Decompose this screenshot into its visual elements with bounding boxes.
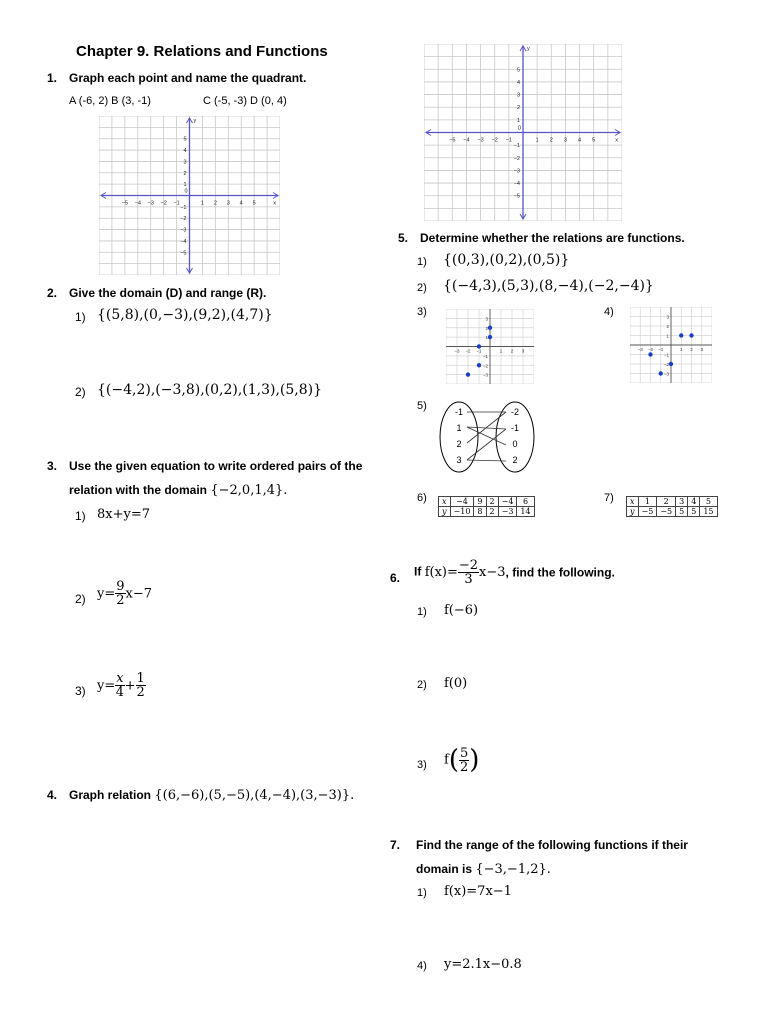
y-tick-label: 3: [666, 314, 669, 320]
data-point: [659, 371, 663, 375]
mapping-range-value: -2: [510, 407, 520, 417]
table-cell: −4: [498, 497, 517, 507]
data-point: [477, 363, 481, 367]
q2-number: 2.: [47, 286, 58, 300]
q6-item1-expression: f(−6): [444, 603, 479, 618]
x-tick-label: −5: [121, 200, 128, 207]
q5-item1-label: 1): [417, 256, 427, 268]
fraction-denominator: 2: [459, 759, 469, 775]
table-cell: −4: [450, 497, 474, 507]
q6-prompt: [414, 559, 615, 586]
x-tick-label: 1: [499, 348, 503, 354]
data-point: [488, 335, 492, 339]
coordinate-grid-q4[interactable]: [424, 44, 622, 221]
table-cell: 4: [688, 497, 700, 507]
x-tick-label: −2: [491, 137, 498, 144]
q2-item1-set: {(5,8),(0,−3),(9,2),(4,7)}: [97, 307, 273, 323]
table-row: [439, 507, 535, 517]
y-tick-label: 2: [516, 105, 520, 112]
mapping-arrows: [467, 412, 506, 461]
y-tick-label: 1: [666, 333, 669, 339]
x-tick-label: −2: [160, 200, 167, 207]
mapping-range-value: 0: [512, 439, 518, 449]
fraction-numerator: x: [116, 671, 124, 686]
q3-item2-lhs: y=: [97, 586, 116, 602]
table-cell: −5: [638, 507, 657, 517]
q3-item3-lhs: y=: [97, 678, 116, 694]
q5-item2-set: {(−4,3),(5,3),(8,−4),(−2,−4)}: [443, 278, 654, 294]
x-tick-label: −3: [637, 347, 643, 352]
page-title: Chapter 9. Relations and Functions: [76, 43, 328, 60]
q3-item2-fraction: [115, 580, 125, 607]
q6-function-rhs: x−3: [479, 565, 506, 580]
y-tick-label: 3: [183, 159, 187, 166]
q2-item2-label: 2): [75, 385, 86, 399]
x-tick-label: 2: [549, 137, 553, 144]
q3-item1-label: 1): [75, 509, 86, 523]
q3-item2-label: 2): [75, 592, 86, 606]
fraction-numerator: 1: [136, 671, 145, 686]
table-cell: −10: [450, 507, 474, 517]
mapping-diagram-q5-5: [438, 400, 538, 474]
q4-number: 4.: [47, 788, 58, 802]
table-row: [439, 497, 535, 507]
y-tick-label: −2: [513, 155, 520, 162]
q2-item1-label: 1): [75, 310, 86, 324]
y-tick-label: 1: [485, 335, 488, 341]
q5-item7-label: 7): [604, 492, 614, 504]
x-tick-label: −4: [134, 200, 141, 207]
table-header-x: x: [439, 497, 451, 507]
mapping-range-value: 2: [512, 455, 518, 465]
x-tick-label: −4: [463, 137, 470, 144]
y-tick-label: −3: [482, 372, 488, 378]
y-tick-label: 5: [516, 67, 520, 74]
y-axis-label: y: [527, 46, 530, 52]
x-axis-label: x: [273, 200, 276, 207]
q7-prompt-line2: [416, 862, 551, 877]
x-tick-label: 3: [700, 347, 704, 352]
q7-prompt-line1: Find the range of the following functions if their: [416, 838, 688, 852]
y-tick-label: −3: [513, 168, 520, 175]
data-point: [679, 333, 683, 337]
table-cell: 14: [517, 507, 534, 517]
table-cell: −3: [498, 507, 517, 517]
y-tick-label: −1: [513, 143, 520, 150]
y-tick-label: 2: [183, 170, 187, 177]
q6-number: 6.: [390, 571, 401, 585]
table-cell: 3: [676, 497, 688, 507]
mapping-arrow: [467, 429, 506, 460]
x-tick-label: 3: [226, 200, 230, 207]
table-cell: 15: [700, 507, 717, 517]
table-cell: 2: [486, 507, 498, 517]
q5-item4-label: 4): [604, 306, 614, 318]
right-paren: ): [469, 745, 480, 775]
q3-prompt-line1: Use the given equation to write ordered pairs of the: [69, 459, 363, 473]
x-tick-label: 2: [510, 348, 514, 354]
y-tick-label: −2: [482, 363, 488, 369]
q3-prompt-text: relation with the domain: [69, 483, 208, 497]
q7-prompt-text: domain is: [416, 862, 473, 876]
q6-function-lhs: f(x)=: [424, 565, 458, 580]
q1-prompt: Graph each point and name the quadrant.: [69, 71, 307, 85]
q3-item3-plus: +: [124, 678, 136, 694]
x-tick-label: 1: [679, 347, 683, 352]
q6-item2-expression: f(0): [444, 676, 468, 691]
q5-number: 5.: [398, 231, 409, 245]
q6-prompt-tail: , find the following.: [505, 565, 615, 580]
q3-number: 3.: [47, 459, 58, 473]
data-point: [488, 326, 492, 330]
y-tick-label: −4: [180, 238, 187, 245]
fraction-numerator: 5: [459, 745, 469, 761]
table-row: [627, 507, 718, 517]
left-paren: (: [448, 745, 459, 775]
data-point: [648, 352, 652, 356]
q2-item2-set: {(−4,2),(−3,8),(0,2),(1,3),(5,8)}: [97, 382, 323, 398]
fraction-denominator: 2: [136, 685, 145, 700]
q6-item3-expression: [444, 745, 479, 775]
fraction-denominator: 3: [464, 572, 473, 587]
q4-prompt-text: Graph relation: [69, 788, 152, 802]
mapping-range-value: -1: [510, 423, 520, 433]
q5-prompt: Determine whether the relations are functions.: [420, 231, 685, 245]
fraction-numerator: −2: [458, 558, 479, 573]
table-cell: 5: [676, 507, 688, 517]
fraction-numerator: 9: [116, 579, 125, 594]
relation-table-q5-6: [438, 496, 535, 517]
y-tick-label: −1: [482, 353, 488, 359]
q3-item1-equation: 8x+y=7: [97, 507, 151, 522]
q7-domain-set: {−3,−1,2}.: [475, 862, 551, 877]
y-tick-label: 2: [666, 324, 669, 329]
table-cell: 5: [700, 497, 717, 507]
x-tick-label: 5: [592, 137, 596, 144]
x-tick-label: 3: [521, 348, 525, 354]
scatter-graph-q5-4: [630, 307, 712, 383]
q1-points-cd: C (-5, -3) D (0, 4): [203, 95, 287, 107]
q7-item4-label: 4): [417, 960, 427, 972]
fraction-denominator: 2: [116, 593, 125, 608]
table-cell: 6: [517, 497, 534, 507]
table-header-y: y: [627, 507, 639, 517]
coordinate-grid-q1[interactable]: [99, 116, 280, 275]
q6-prompt-if: If: [414, 564, 422, 579]
y-tick-label: 4: [516, 79, 520, 86]
table-cell: 9: [474, 497, 486, 507]
x-tick-label: −1: [505, 137, 512, 144]
q3-item3-equation: [97, 672, 146, 699]
y-tick-label: 3: [516, 92, 520, 99]
table-header-y: y: [439, 507, 451, 517]
y-tick-label: −4: [513, 181, 520, 188]
y-tick-label: 1: [516, 117, 520, 124]
y-tick-label: −3: [180, 227, 187, 234]
q3-item3-fraction1: [115, 672, 124, 699]
y-tick-label: 3: [485, 316, 488, 322]
x-tick-label: −2: [465, 348, 471, 354]
table-cell: 1: [638, 497, 657, 507]
y-tick-label: −1: [180, 204, 187, 211]
y-tick-label: −1: [663, 352, 669, 358]
q6-item3-fraction: [459, 747, 469, 774]
fraction-denominator: 4: [115, 685, 125, 700]
q5-item1-set: {(0,3),(0,2),(0,5)}: [443, 252, 570, 268]
q5-item3-label: 3): [417, 306, 427, 318]
x-axis-label: x: [615, 137, 618, 144]
q6-item3-function: f: [444, 752, 449, 768]
table-row: [627, 497, 718, 507]
y-tick-label: 4: [183, 148, 187, 155]
mapping-arrow: [467, 427, 506, 445]
x-tick-label: −5: [449, 137, 456, 144]
x-tick-label: −3: [147, 200, 154, 207]
q2-prompt: Give the domain (D) and range (R).: [69, 286, 267, 300]
y-tick-label: 2: [485, 325, 488, 331]
y-tick-label: −3: [663, 371, 669, 377]
table-cell: 2: [486, 497, 498, 507]
x-tick-label: 2: [690, 347, 693, 352]
y-tick-label: −2: [663, 362, 669, 367]
data-point: [477, 344, 481, 348]
q6-function-fraction: [458, 559, 479, 586]
y-tick-label: 1: [183, 182, 187, 189]
q3-prompt-line2: [69, 483, 287, 498]
x-tick-label: 3: [563, 137, 567, 144]
mapping-domain-value: 1: [456, 423, 462, 433]
relation-table-q5-7: [626, 496, 718, 517]
origin-label: 0: [184, 188, 188, 195]
table-cell: −5: [657, 507, 676, 517]
y-tick-label: −2: [180, 216, 187, 223]
data-point: [689, 333, 693, 337]
table-cell: 8: [474, 507, 486, 517]
data-point: [466, 372, 470, 376]
q7-number: 7.: [390, 838, 401, 852]
q3-item3-label: 3): [75, 684, 86, 698]
x-tick-label: 4: [578, 137, 582, 144]
q5-item2-label: 2): [417, 282, 427, 294]
q7-item4-function: y=2.1x−0.8: [444, 957, 522, 972]
table-cell: 5: [688, 507, 700, 517]
q7-item1-label: 1): [417, 887, 427, 899]
q6-item1-label: 1): [417, 606, 427, 618]
y-tick-label: −5: [513, 193, 520, 200]
y-tick-label: −5: [180, 250, 187, 257]
x-tick-label: 4: [239, 200, 243, 207]
q3-domain-set: {−2,0,1,4}.: [210, 483, 288, 498]
q6-item2-label: 2): [417, 679, 427, 691]
q6-item3-label: 3): [417, 759, 427, 771]
x-tick-label: 1: [535, 137, 539, 144]
x-tick-label: 2: [213, 200, 217, 207]
x-tick-label: −1: [658, 347, 664, 352]
x-tick-label: −3: [477, 137, 484, 144]
table-cell: 2: [657, 497, 676, 507]
mapping-domain-value: 3: [456, 455, 462, 465]
x-tick-label: 1: [200, 200, 204, 207]
q3-item3-fraction2: [136, 672, 146, 699]
q5-item6-label: 6): [417, 492, 427, 504]
q4-relation-set: {(6,−6),(5,−5),(4,−4),(3,−3)}.: [154, 788, 355, 803]
x-tick-label: −3: [454, 348, 460, 354]
y-tick-label: 5: [183, 136, 187, 143]
x-tick-label: −2: [647, 347, 654, 352]
origin-label: 0: [517, 125, 521, 132]
table-header-x: x: [627, 497, 639, 507]
q5-item5-label: 5): [417, 400, 427, 412]
x-tick-label: 5: [252, 200, 256, 207]
x-tick-label: −1: [476, 348, 482, 354]
q1-points-ab: A (-6, 2) B (3, -1): [69, 95, 151, 107]
scatter-graph-q5-3: [446, 309, 534, 384]
q7-item1-function: f(x)=7x−1: [444, 884, 512, 899]
q1-number: 1.: [47, 71, 58, 85]
mapping-domain-value: -1: [454, 407, 464, 417]
q3-item2-equation: [97, 580, 152, 607]
x-tick-label: −1: [173, 200, 180, 207]
q4-prompt: [69, 788, 354, 803]
q3-item2-rhs: x−7: [125, 586, 153, 602]
mapping-domain-value: 2: [456, 439, 462, 449]
y-axis-label: y: [193, 118, 197, 124]
data-point: [669, 362, 673, 366]
